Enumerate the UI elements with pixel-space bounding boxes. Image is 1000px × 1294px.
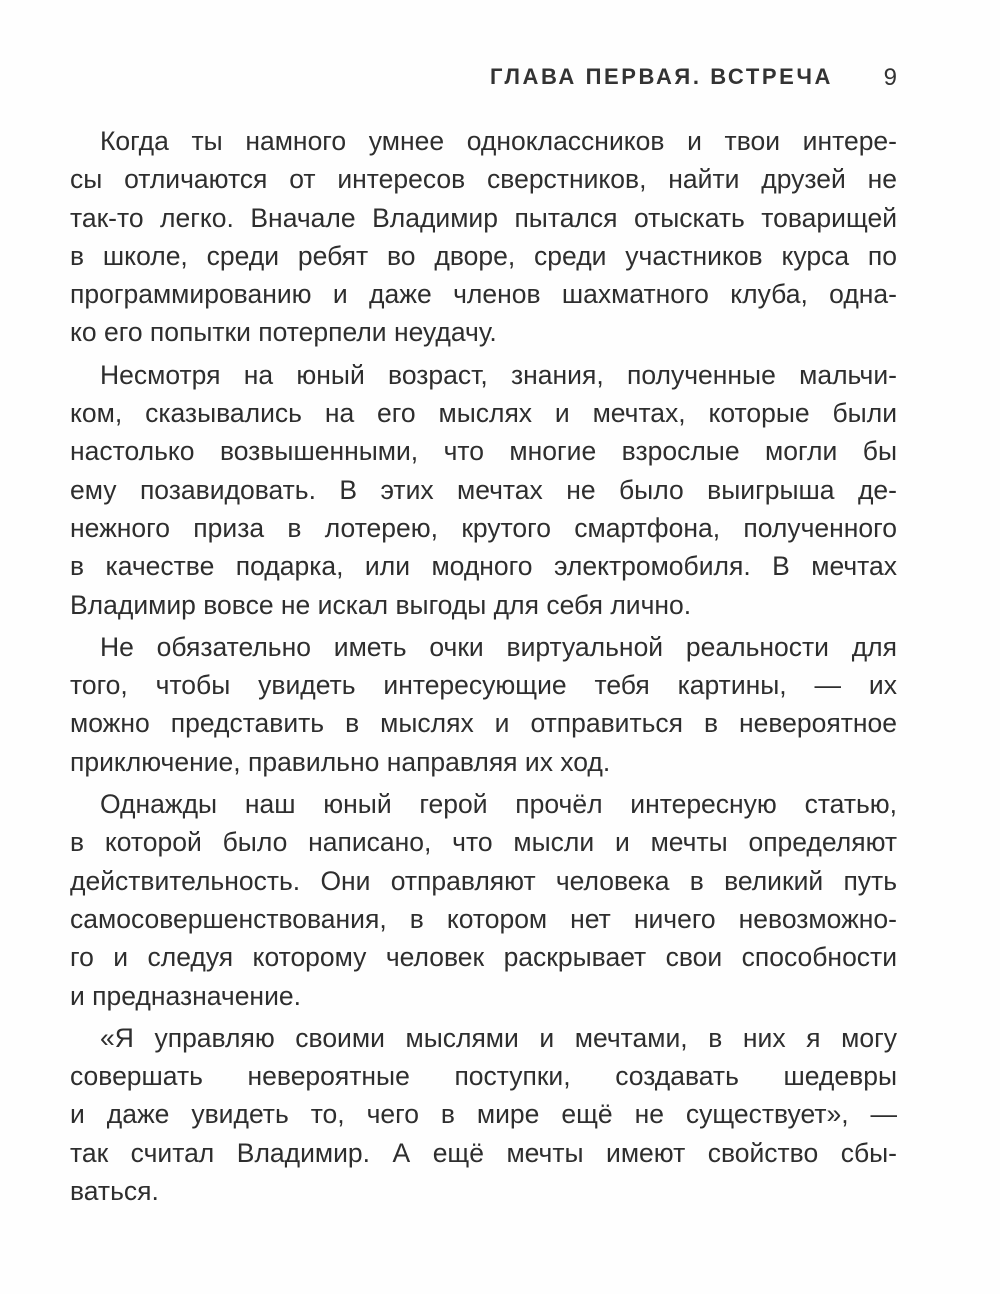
text-line: Когда ты намного умнее одноклассников и твои интере- bbox=[100, 126, 897, 156]
text-line: ко его попытки потерпели неудачу. bbox=[70, 317, 497, 348]
text-line: настолько возвышенными, что многие взрослые могли бы bbox=[70, 436, 897, 467]
text-line: можно представить в мыслях и отправиться в невероятное bbox=[70, 708, 897, 739]
text-line: так-то легко. Вначале Владимир пытался отыскать товарищей bbox=[70, 202, 897, 233]
text-line: совершать невероятные поступки, создавать шедевры bbox=[70, 1061, 897, 1092]
text-line: и даже увидеть то, чего в мире ещё не существует», — bbox=[70, 1099, 897, 1130]
paragraph bbox=[70, 356, 897, 624]
text-line: действительность. Они отправляют человека в великий путь bbox=[70, 865, 897, 896]
text-line: нежного приза в лотерею, крутого смартфона, полученного bbox=[70, 512, 897, 543]
text-line: ваться. bbox=[70, 1176, 159, 1207]
text-line: Однажды наш юный герой прочёл интересную статью, bbox=[100, 789, 897, 820]
text-line: сы отличаются от интересов сверстников, найти друзей не bbox=[70, 164, 897, 195]
text-line: ком, сказывались на его мыслях и мечтах, которые были bbox=[70, 398, 897, 429]
text-line: Не обязательно иметь очки виртуальной реальности для bbox=[100, 631, 897, 662]
text-line: в качестве подарка, или модного электромобиля. В мечтах bbox=[70, 551, 897, 582]
text-line: того, чтобы увидеть интересующие тебя картины, — их bbox=[70, 670, 897, 701]
chapter-title: ГЛАВА ПЕРВАЯ. ВСТРЕЧА bbox=[489, 64, 833, 89]
text-line: Владимир вовсе не искал выгоды для себя лично. bbox=[70, 589, 692, 620]
text-line: Несмотря на юный возраст, знания, полученные мальчи- bbox=[100, 359, 897, 390]
text-line: ему позавидовать. В этих мечтах не было выигрыша де- bbox=[70, 474, 897, 505]
text-line: так считал Владимир. А ещё мечты имеют свойство сбы- bbox=[70, 1137, 897, 1168]
text-line: «Я управляю своими мыслями и мечтами, в них я могу bbox=[100, 1022, 897, 1053]
paragraph bbox=[70, 122, 897, 352]
paragraph bbox=[70, 628, 897, 781]
text-line: самосовершенствования, в котором нет ничего невозможно- bbox=[70, 903, 897, 934]
text-line: в школе, среди ребят во дворе, среди участников курса по bbox=[70, 240, 897, 271]
text-line: приключение, правильно направляя их ход. bbox=[70, 746, 611, 777]
page-body bbox=[70, 122, 897, 1214]
paragraph bbox=[70, 785, 897, 1015]
text-line: в которой было написано, что мысли и мечты определяют bbox=[70, 827, 897, 858]
text-line: программированию и даже членов шахматного клуба, одна- bbox=[70, 279, 897, 310]
text-line: го и следуя которому человек раскрывает свои способности bbox=[70, 942, 897, 973]
text-line: и предназначение. bbox=[70, 980, 301, 1011]
paragraph bbox=[70, 1019, 897, 1210]
page-number: 9 bbox=[883, 64, 897, 91]
running-header bbox=[70, 64, 897, 98]
